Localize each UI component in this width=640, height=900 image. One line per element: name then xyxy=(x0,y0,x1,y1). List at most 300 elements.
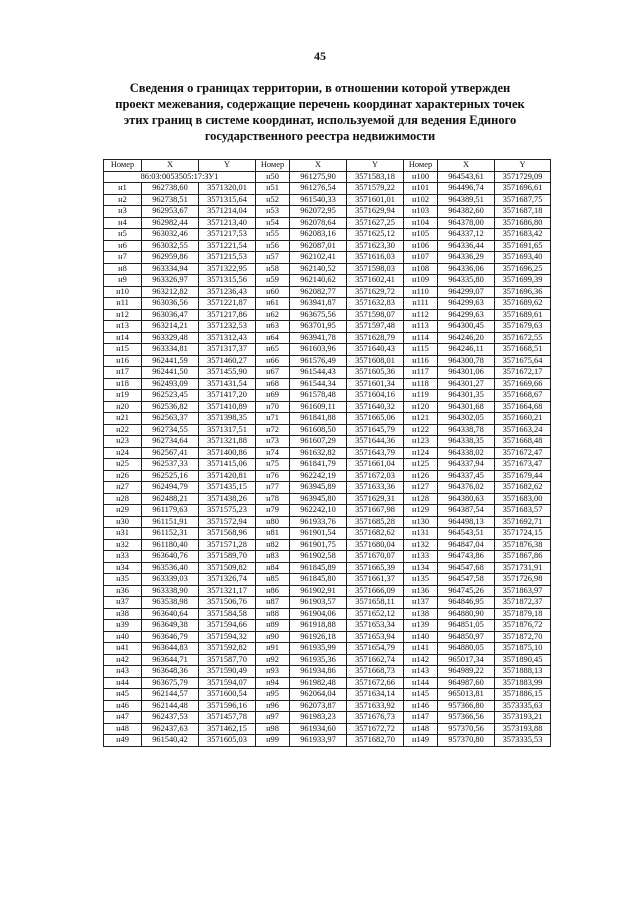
table-row xyxy=(104,459,551,471)
table-row xyxy=(104,263,551,275)
point-number: н95 xyxy=(256,689,290,701)
x-value: 964498,13 xyxy=(438,516,495,528)
point-number: н10 xyxy=(104,286,142,298)
x-value: 961180,40 xyxy=(142,539,199,551)
x-value: 962441,59 xyxy=(142,355,199,367)
y-value: 3571398,35 xyxy=(199,413,256,425)
point-number: н129 xyxy=(404,505,438,517)
point-number: н116 xyxy=(404,355,438,367)
point-number: н106 xyxy=(404,240,438,252)
x-value: 963329,48 xyxy=(142,332,199,344)
table-row xyxy=(104,712,551,724)
point-number: н118 xyxy=(404,378,438,390)
point-number: н87 xyxy=(256,597,290,609)
point-number: н124 xyxy=(404,447,438,459)
table-row xyxy=(104,585,551,597)
point-number: н97 xyxy=(256,712,290,724)
point-number: н98 xyxy=(256,723,290,735)
table-row xyxy=(104,447,551,459)
y-value: 3571601,01 xyxy=(347,194,404,206)
title-line: проект межевания, содержащие перечень координат характерных точек xyxy=(115,97,525,111)
point-number: н49 xyxy=(104,735,142,747)
y-value: 3571321,17 xyxy=(199,585,256,597)
table-row xyxy=(104,240,551,252)
x-value: 964336,06 xyxy=(438,263,495,275)
y-value: 3571661,04 xyxy=(347,459,404,471)
point-number: н111 xyxy=(404,298,438,310)
y-value: 3571629,72 xyxy=(347,286,404,298)
x-value: 964338,78 xyxy=(438,424,495,436)
x-value: 961934,60 xyxy=(290,723,347,735)
point-number: н13 xyxy=(104,321,142,333)
table-row xyxy=(104,298,551,310)
point-number: н79 xyxy=(256,505,290,517)
x-value: 963644,71 xyxy=(142,654,199,666)
y-value: 3571571,28 xyxy=(199,539,256,551)
point-number: н102 xyxy=(404,194,438,206)
point-number: н36 xyxy=(104,585,142,597)
x-value: 963941,87 xyxy=(290,298,347,310)
y-value: 3571315,64 xyxy=(199,194,256,206)
x-value: 964301,27 xyxy=(438,378,495,390)
y-value: 3571509,82 xyxy=(199,562,256,574)
y-value: 3571661,37 xyxy=(347,574,404,586)
y-value: 3571594,32 xyxy=(199,631,256,643)
point-number: н143 xyxy=(404,666,438,678)
y-value: 3571668,51 xyxy=(495,344,551,356)
x-value: 962536,82 xyxy=(142,401,199,413)
point-number: н27 xyxy=(104,482,142,494)
y-value: 3571221,87 xyxy=(199,298,256,310)
point-number: н105 xyxy=(404,229,438,241)
y-value: 3571608,01 xyxy=(347,355,404,367)
point-number: н128 xyxy=(404,493,438,505)
table-row xyxy=(104,252,551,264)
x-value: 963640,64 xyxy=(142,608,199,620)
y-value: 3571597,48 xyxy=(347,321,404,333)
x-value: 964337,94 xyxy=(438,459,495,471)
point-number: н64 xyxy=(256,332,290,344)
x-value: 963945,80 xyxy=(290,493,347,505)
point-number: н43 xyxy=(104,666,142,678)
point-number: н5 xyxy=(104,229,142,241)
x-value: 964299,63 xyxy=(438,309,495,321)
y-value: 3571616,03 xyxy=(347,252,404,264)
table-row xyxy=(104,206,551,218)
x-value: 962242,10 xyxy=(290,505,347,517)
point-number: н17 xyxy=(104,367,142,379)
y-value: 3571623,30 xyxy=(347,240,404,252)
x-value: 962437,63 xyxy=(142,723,199,735)
x-value: 965017,34 xyxy=(438,654,495,666)
x-value: 963032,55 xyxy=(142,240,199,252)
header-number: Номер xyxy=(256,160,290,172)
point-number: н58 xyxy=(256,263,290,275)
x-value: 961841,88 xyxy=(290,413,347,425)
y-value: 3571679,63 xyxy=(495,321,551,333)
x-value: 962493,09 xyxy=(142,378,199,390)
y-value: 3571506,76 xyxy=(199,597,256,609)
x-value: 961608,50 xyxy=(290,424,347,436)
y-value: 3571568,96 xyxy=(199,528,256,540)
table-row xyxy=(104,516,551,528)
y-value: 3571672,55 xyxy=(495,332,551,344)
y-value: 3571590,49 xyxy=(199,666,256,678)
point-number: н125 xyxy=(404,459,438,471)
y-value: 3571890,45 xyxy=(495,654,551,666)
y-value: 3571876,38 xyxy=(495,539,551,551)
point-number: н121 xyxy=(404,413,438,425)
table-row xyxy=(104,608,551,620)
point-number: н148 xyxy=(404,723,438,735)
y-value: 3571583,18 xyxy=(347,171,404,183)
point-number: н149 xyxy=(404,735,438,747)
x-value: 964847,04 xyxy=(438,539,495,551)
table-row xyxy=(104,505,551,517)
y-value: 3571687,75 xyxy=(495,194,551,206)
y-value: 3571872,70 xyxy=(495,631,551,643)
x-value: 964337,12 xyxy=(438,229,495,241)
x-value: 963648,36 xyxy=(142,666,199,678)
x-value: 963649,38 xyxy=(142,620,199,632)
y-value: 3571679,44 xyxy=(495,470,551,482)
point-number: н11 xyxy=(104,298,142,310)
y-value: 3571692,71 xyxy=(495,516,551,528)
point-number: н83 xyxy=(256,551,290,563)
x-value: 961934,86 xyxy=(290,666,347,678)
x-value: 963538,98 xyxy=(142,597,199,609)
y-value: 3571598,03 xyxy=(347,263,404,275)
point-number: н94 xyxy=(256,677,290,689)
point-number: н146 xyxy=(404,700,438,712)
point-number: н80 xyxy=(256,516,290,528)
y-value: 3571680,04 xyxy=(347,539,404,551)
x-value: 961845,89 xyxy=(290,562,347,574)
point-number: н59 xyxy=(256,275,290,287)
x-value: 962525,16 xyxy=(142,470,199,482)
x-value: 962064,04 xyxy=(290,689,347,701)
table-row xyxy=(104,597,551,609)
y-value: 3571693,40 xyxy=(495,252,551,264)
x-value: 962144,57 xyxy=(142,689,199,701)
point-number: н104 xyxy=(404,217,438,229)
y-value: 3571652,12 xyxy=(347,608,404,620)
point-number: н136 xyxy=(404,585,438,597)
x-value: 964300,45 xyxy=(438,321,495,333)
title-line: этих границ в системе координат, используемой для ведения Единого xyxy=(123,113,517,127)
x-value: 962953,67 xyxy=(142,206,199,218)
x-value: 962738,60 xyxy=(142,183,199,195)
y-value: 3571886,15 xyxy=(495,689,551,701)
y-value: 3571640,32 xyxy=(347,401,404,413)
point-number: н6 xyxy=(104,240,142,252)
x-value: 961151,91 xyxy=(142,516,199,528)
point-number: н15 xyxy=(104,344,142,356)
point-number: н134 xyxy=(404,562,438,574)
y-value: 3571689,61 xyxy=(495,309,551,321)
x-value: 963036,47 xyxy=(142,309,199,321)
point-number: н93 xyxy=(256,666,290,678)
x-value: 962959,86 xyxy=(142,252,199,264)
table-row xyxy=(104,470,551,482)
y-value: 3571584,58 xyxy=(199,608,256,620)
x-value: 964547,68 xyxy=(438,562,495,574)
point-number: н14 xyxy=(104,332,142,344)
x-value: 961576,49 xyxy=(290,355,347,367)
x-value: 962523,45 xyxy=(142,390,199,402)
point-number: н89 xyxy=(256,620,290,632)
point-number: н47 xyxy=(104,712,142,724)
point-number: н1 xyxy=(104,183,142,195)
header-y: Y xyxy=(495,160,551,172)
y-value: 3571731,91 xyxy=(495,562,551,574)
y-value: 3571867,86 xyxy=(495,551,551,563)
point-number: н130 xyxy=(404,516,438,528)
y-value: 3571672,17 xyxy=(495,367,551,379)
y-value: 3571214,04 xyxy=(199,206,256,218)
x-value: 964989,22 xyxy=(438,666,495,678)
y-value: 3571629,31 xyxy=(347,493,404,505)
header-x: X xyxy=(438,160,495,172)
x-value: 962441,50 xyxy=(142,367,199,379)
x-value: 963536,40 xyxy=(142,562,199,574)
y-value: 3571687,18 xyxy=(495,206,551,218)
x-value: 962494,79 xyxy=(142,482,199,494)
x-value: 962144,48 xyxy=(142,700,199,712)
cadastral-number: 86:03:0053505:17:ЗУ1 xyxy=(104,171,256,183)
x-value: 961603,96 xyxy=(290,344,347,356)
table-row xyxy=(104,539,551,551)
x-value: 963646,79 xyxy=(142,631,199,643)
y-value: 3571666,09 xyxy=(347,585,404,597)
point-number: н110 xyxy=(404,286,438,298)
y-value: 3571417,20 xyxy=(199,390,256,402)
point-number: н90 xyxy=(256,631,290,643)
y-value: 3571435,15 xyxy=(199,482,256,494)
table-row xyxy=(104,286,551,298)
x-value: 961935,36 xyxy=(290,654,347,666)
point-number: н76 xyxy=(256,470,290,482)
table-row xyxy=(104,482,551,494)
x-value: 963945,89 xyxy=(290,482,347,494)
y-value: 3571632,83 xyxy=(347,298,404,310)
x-value: 962734,64 xyxy=(142,436,199,448)
y-value: 3571587,70 xyxy=(199,654,256,666)
point-number: н114 xyxy=(404,332,438,344)
x-value: 964543,61 xyxy=(438,171,495,183)
x-value: 964338,35 xyxy=(438,436,495,448)
y-value: 3571644,36 xyxy=(347,436,404,448)
table-row xyxy=(104,700,551,712)
y-value: 3571322,95 xyxy=(199,263,256,275)
point-number: н3 xyxy=(104,206,142,218)
point-number: н126 xyxy=(404,470,438,482)
y-value: 3571682,62 xyxy=(495,482,551,494)
y-value: 3571605,03 xyxy=(199,735,256,747)
table-row xyxy=(104,217,551,229)
x-value: 963675,79 xyxy=(142,677,199,689)
point-number: н103 xyxy=(404,206,438,218)
point-number: н41 xyxy=(104,643,142,655)
x-value: 961918,88 xyxy=(290,620,347,632)
y-value: 3571675,64 xyxy=(495,355,551,367)
x-value: 961903,57 xyxy=(290,597,347,609)
table-row xyxy=(104,677,551,689)
x-value: 962242,19 xyxy=(290,470,347,482)
table-row xyxy=(104,528,551,540)
point-number: н91 xyxy=(256,643,290,655)
x-value: 963334,94 xyxy=(142,263,199,275)
table-row xyxy=(104,654,551,666)
point-number: н85 xyxy=(256,574,290,586)
x-value: 962738,51 xyxy=(142,194,199,206)
x-value: 964880,90 xyxy=(438,608,495,620)
x-value: 964380,63 xyxy=(438,493,495,505)
y-value: 3571575,23 xyxy=(199,505,256,517)
point-number: н68 xyxy=(256,378,290,390)
y-value: 3571215,53 xyxy=(199,252,256,264)
point-number: н112 xyxy=(404,309,438,321)
point-number: н84 xyxy=(256,562,290,574)
point-number: н109 xyxy=(404,275,438,287)
x-value: 962073,87 xyxy=(290,700,347,712)
y-value: 3571589,70 xyxy=(199,551,256,563)
x-value: 963644,83 xyxy=(142,643,199,655)
point-number: н127 xyxy=(404,482,438,494)
header-number: Номер xyxy=(404,160,438,172)
x-value: 961179,63 xyxy=(142,505,199,517)
page-number: 45 xyxy=(314,49,326,63)
y-value: 3571410,89 xyxy=(199,401,256,413)
y-value: 3573193,88 xyxy=(495,723,551,735)
point-number: н22 xyxy=(104,424,142,436)
y-value: 3571596,16 xyxy=(199,700,256,712)
point-number: н69 xyxy=(256,390,290,402)
y-value: 3571879,18 xyxy=(495,608,551,620)
x-value: 962488,21 xyxy=(142,493,199,505)
point-number: н20 xyxy=(104,401,142,413)
y-value: 3571696,36 xyxy=(495,286,551,298)
x-value: 962082,77 xyxy=(290,286,347,298)
y-value: 3571654,79 xyxy=(347,643,404,655)
y-value: 3571602,41 xyxy=(347,275,404,287)
point-number: н9 xyxy=(104,275,142,287)
y-value: 3571682,62 xyxy=(347,528,404,540)
y-value: 3571660,21 xyxy=(495,413,551,425)
table-row xyxy=(104,275,551,287)
table-row xyxy=(104,551,551,563)
x-value: 964336,29 xyxy=(438,252,495,264)
y-value: 3571863,97 xyxy=(495,585,551,597)
y-value: 3571317,37 xyxy=(199,344,256,356)
point-number: н135 xyxy=(404,574,438,586)
x-value: 963334,81 xyxy=(142,344,199,356)
y-value: 3571315,56 xyxy=(199,275,256,287)
point-number: н24 xyxy=(104,447,142,459)
point-number: н100 xyxy=(404,171,438,183)
x-value: 964851,05 xyxy=(438,620,495,632)
x-value: 962102,41 xyxy=(290,252,347,264)
y-value: 3571653,94 xyxy=(347,631,404,643)
point-number: н66 xyxy=(256,355,290,367)
table-row xyxy=(104,436,551,448)
x-value: 963036,56 xyxy=(142,298,199,310)
coordinates-table xyxy=(103,159,551,747)
y-value: 3571691,65 xyxy=(495,240,551,252)
x-value: 963214,21 xyxy=(142,321,199,333)
x-value: 964378,00 xyxy=(438,217,495,229)
title-line: государственного реестра недвижимости xyxy=(204,129,436,143)
x-value: 957366,80 xyxy=(438,700,495,712)
x-value: 963032,46 xyxy=(142,229,199,241)
y-value: 3571643,79 xyxy=(347,447,404,459)
point-number: н62 xyxy=(256,309,290,321)
y-value: 3571221,54 xyxy=(199,240,256,252)
x-value: 962083,16 xyxy=(290,229,347,241)
x-value: 964496,74 xyxy=(438,183,495,195)
document-title xyxy=(90,80,550,144)
point-number: н123 xyxy=(404,436,438,448)
point-number: н107 xyxy=(404,252,438,264)
y-value: 3571457,78 xyxy=(199,712,256,724)
x-value: 964300,78 xyxy=(438,355,495,367)
table-row xyxy=(104,332,551,344)
x-value: 961982,48 xyxy=(290,677,347,689)
x-value: 964301,06 xyxy=(438,367,495,379)
x-value: 962072,95 xyxy=(290,206,347,218)
table-row xyxy=(104,413,551,425)
x-value: 964382,60 xyxy=(438,206,495,218)
x-value: 961901,54 xyxy=(290,528,347,540)
y-value: 3571604,16 xyxy=(347,390,404,402)
x-value: 964246,20 xyxy=(438,332,495,344)
x-value: 961544,34 xyxy=(290,378,347,390)
y-value: 3571686,80 xyxy=(495,217,551,229)
y-value: 3573335,53 xyxy=(495,735,551,747)
y-value: 3571696,61 xyxy=(495,183,551,195)
table-row xyxy=(104,562,551,574)
x-value: 963941,78 xyxy=(290,332,347,344)
x-value: 961609,11 xyxy=(290,401,347,413)
y-value: 3571431,54 xyxy=(199,378,256,390)
y-value: 3571634,14 xyxy=(347,689,404,701)
y-value: 3571682,70 xyxy=(347,735,404,747)
point-number: н67 xyxy=(256,367,290,379)
table-row xyxy=(104,631,551,643)
point-number: н46 xyxy=(104,700,142,712)
point-number: н12 xyxy=(104,309,142,321)
point-number: н56 xyxy=(256,240,290,252)
point-number: н19 xyxy=(104,390,142,402)
x-value: 962140,52 xyxy=(290,263,347,275)
y-value: 3571317,51 xyxy=(199,424,256,436)
table-row xyxy=(104,183,551,195)
table-row xyxy=(104,367,551,379)
x-value: 961902,91 xyxy=(290,585,347,597)
y-value: 3571875,10 xyxy=(495,643,551,655)
x-value: 964338,02 xyxy=(438,447,495,459)
x-value: 965013,81 xyxy=(438,689,495,701)
x-value: 964846,95 xyxy=(438,597,495,609)
y-value: 3571400,86 xyxy=(199,447,256,459)
table-row xyxy=(104,344,551,356)
y-value: 3571627,25 xyxy=(347,217,404,229)
y-value: 3573193,21 xyxy=(495,712,551,724)
y-value: 3571633,36 xyxy=(347,482,404,494)
table-row xyxy=(104,378,551,390)
y-value: 3571683,00 xyxy=(495,493,551,505)
x-value: 964301,35 xyxy=(438,390,495,402)
